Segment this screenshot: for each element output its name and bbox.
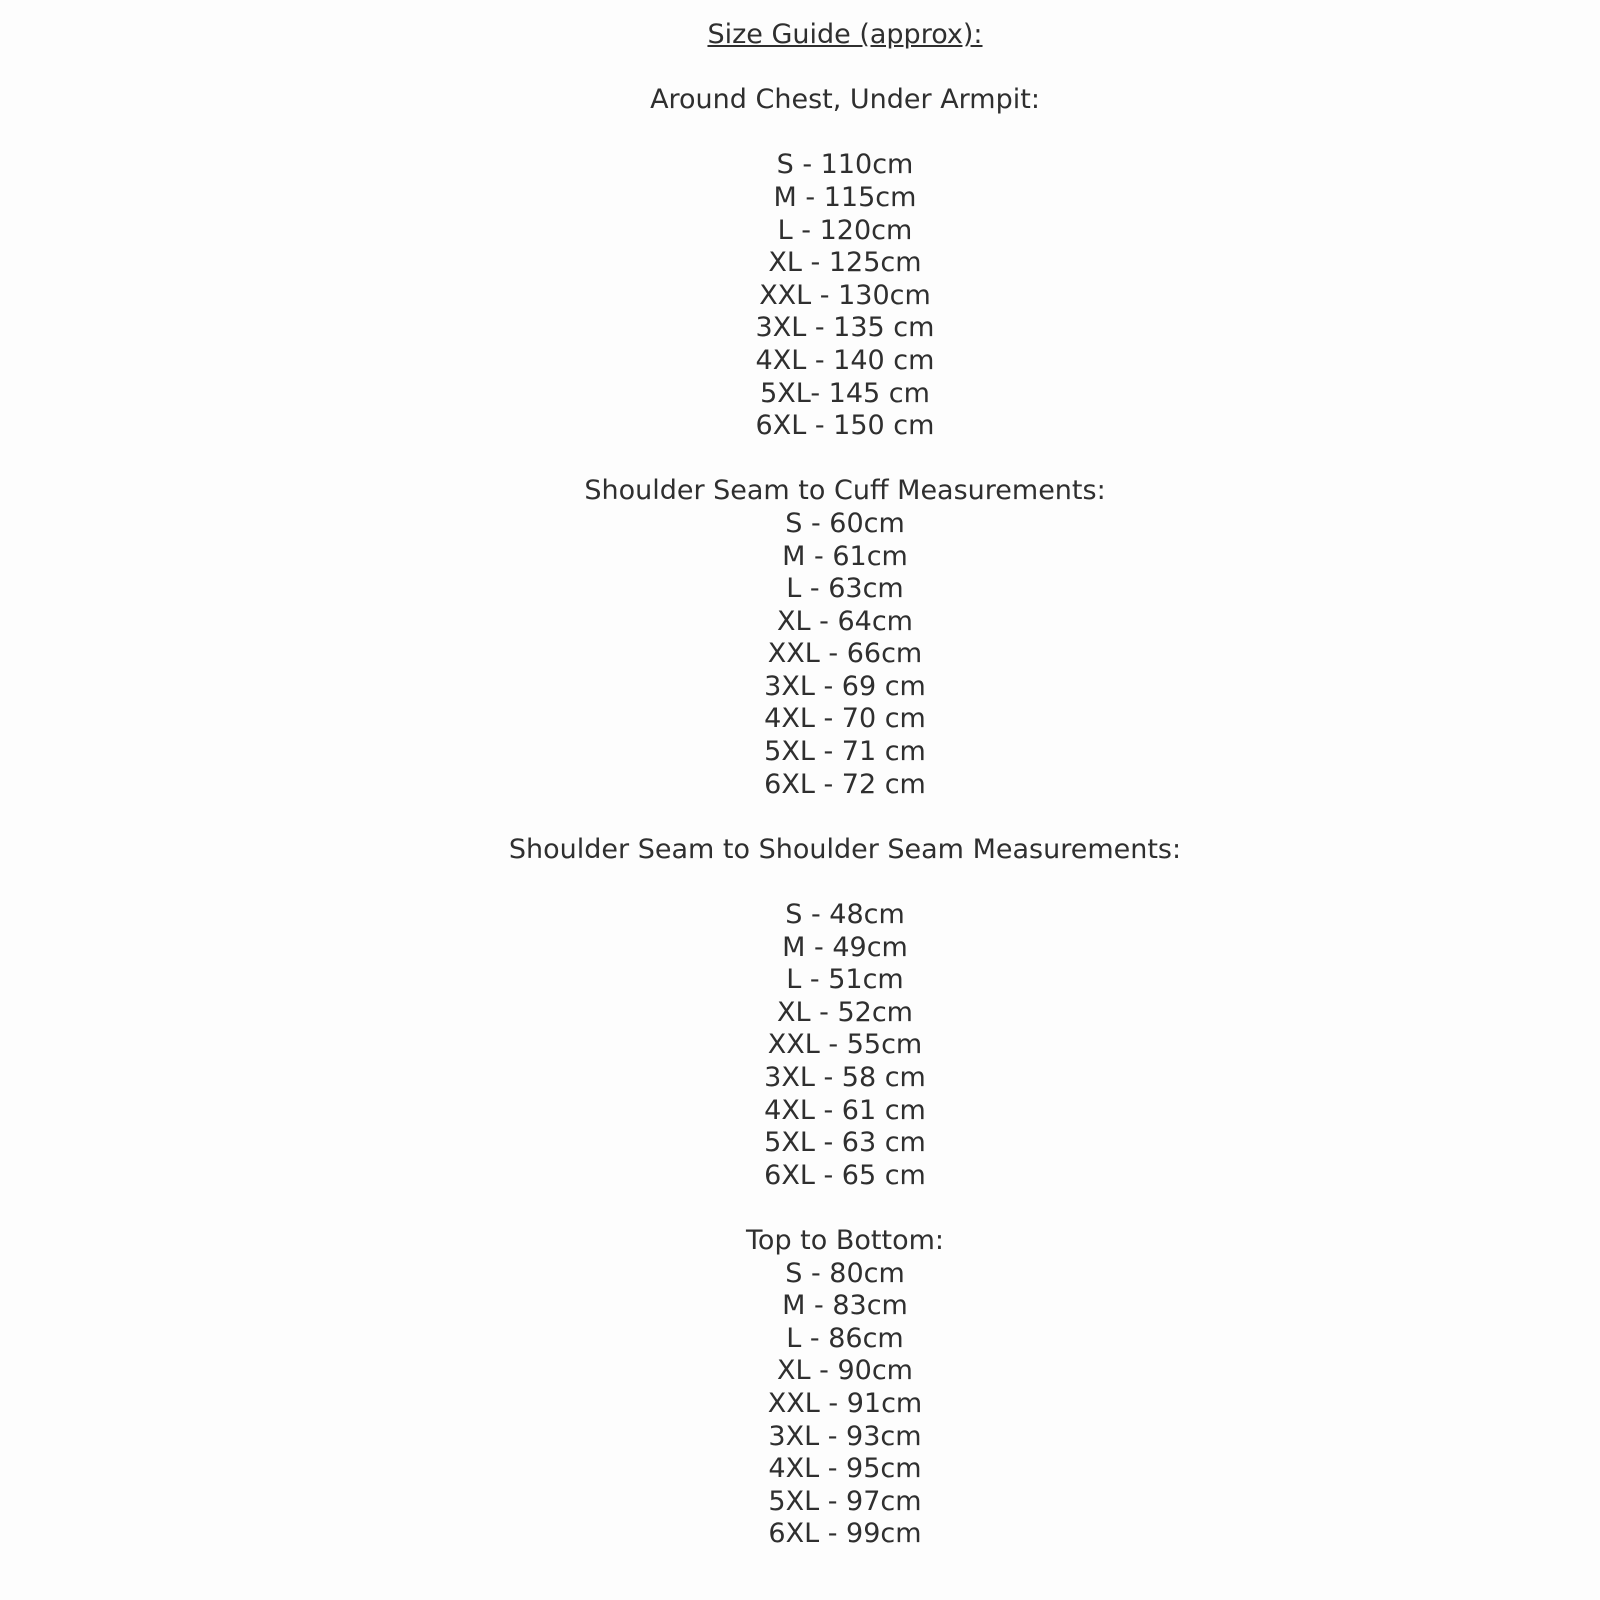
size-row: XL - 125cm (768, 247, 922, 279)
size-row: XXL - 66cm (767, 638, 923, 670)
size-row: 4XL - 95cm (768, 1453, 922, 1485)
section-shoulder-to-cuff (90, 475, 1600, 801)
size-row: M - 83cm (782, 1290, 908, 1322)
size-list-shoulder-to-shoulder (90, 899, 1600, 1192)
section-top-to-bottom (90, 1225, 1600, 1551)
section-shoulder-to-shoulder (90, 834, 1600, 1193)
size-row: 3XL - 58 cm (764, 1062, 926, 1093)
size-row: M - 61cm (782, 540, 908, 572)
size-row: XL - 64cm (777, 605, 913, 637)
size-row: 5XL - 97cm (768, 1485, 922, 1517)
section-header-top-to-bottom: Top to Bottom: (746, 1224, 944, 1256)
size-row: S - 60cm (785, 507, 905, 539)
section-around-chest (90, 84, 1600, 443)
size-list-top-to-bottom (90, 1258, 1600, 1551)
size-row: S - 80cm (785, 1257, 905, 1289)
size-row: 3XL - 69 cm (764, 670, 926, 702)
size-row: XXL - 55cm (767, 1029, 923, 1061)
size-row: S - 48cm (785, 899, 905, 931)
size-row: 4XL - 140 cm (755, 344, 935, 376)
size-row: XXL - 91cm (767, 1387, 923, 1419)
size-row: S - 110cm (776, 149, 914, 181)
size-list-shoulder-to-cuff (90, 508, 1600, 801)
size-row: L - 120cm (777, 214, 913, 246)
size-row: 3XL - 93cm (768, 1420, 922, 1452)
size-row: M - 115cm (773, 181, 917, 213)
size-row: 6XL - 65 cm (764, 1159, 926, 1191)
size-row: L - 86cm (786, 1322, 904, 1354)
section-header-around-chest: Around Chest, Under Armpit: (650, 84, 1040, 116)
size-row: XXL - 130cm (759, 279, 931, 311)
size-row: 6XL - 150 cm (755, 410, 935, 442)
size-row: XL - 90cm (777, 1355, 913, 1387)
section-header-shoulder-to-cuff: Shoulder Seam to Cuff Measurements: (584, 475, 1106, 507)
size-row: 3XL - 135 cm (755, 312, 935, 344)
size-row: 5XL- 145 cm (760, 377, 930, 409)
size-row: L - 51cm (786, 964, 904, 996)
size-list-around-chest (90, 149, 1600, 442)
size-row: L - 63cm (786, 573, 904, 605)
size-row: XL - 52cm (777, 996, 913, 1028)
size-row: M - 49cm (782, 931, 908, 963)
size-row: 4XL - 61 cm (764, 1094, 926, 1126)
section-header-shoulder-to-shoulder: Shoulder Seam to Shoulder Seam Measurements: (508, 833, 1182, 865)
size-row: 6XL - 72 cm (764, 768, 926, 800)
size-row: 4XL - 70 cm (764, 703, 926, 735)
size-row: 5XL - 63 cm (764, 1127, 926, 1159)
page-title: Size Guide (approx): (707, 19, 983, 50)
size-row: 5XL - 71 cm (764, 736, 926, 768)
size-row: 6XL - 99cm (768, 1518, 922, 1550)
